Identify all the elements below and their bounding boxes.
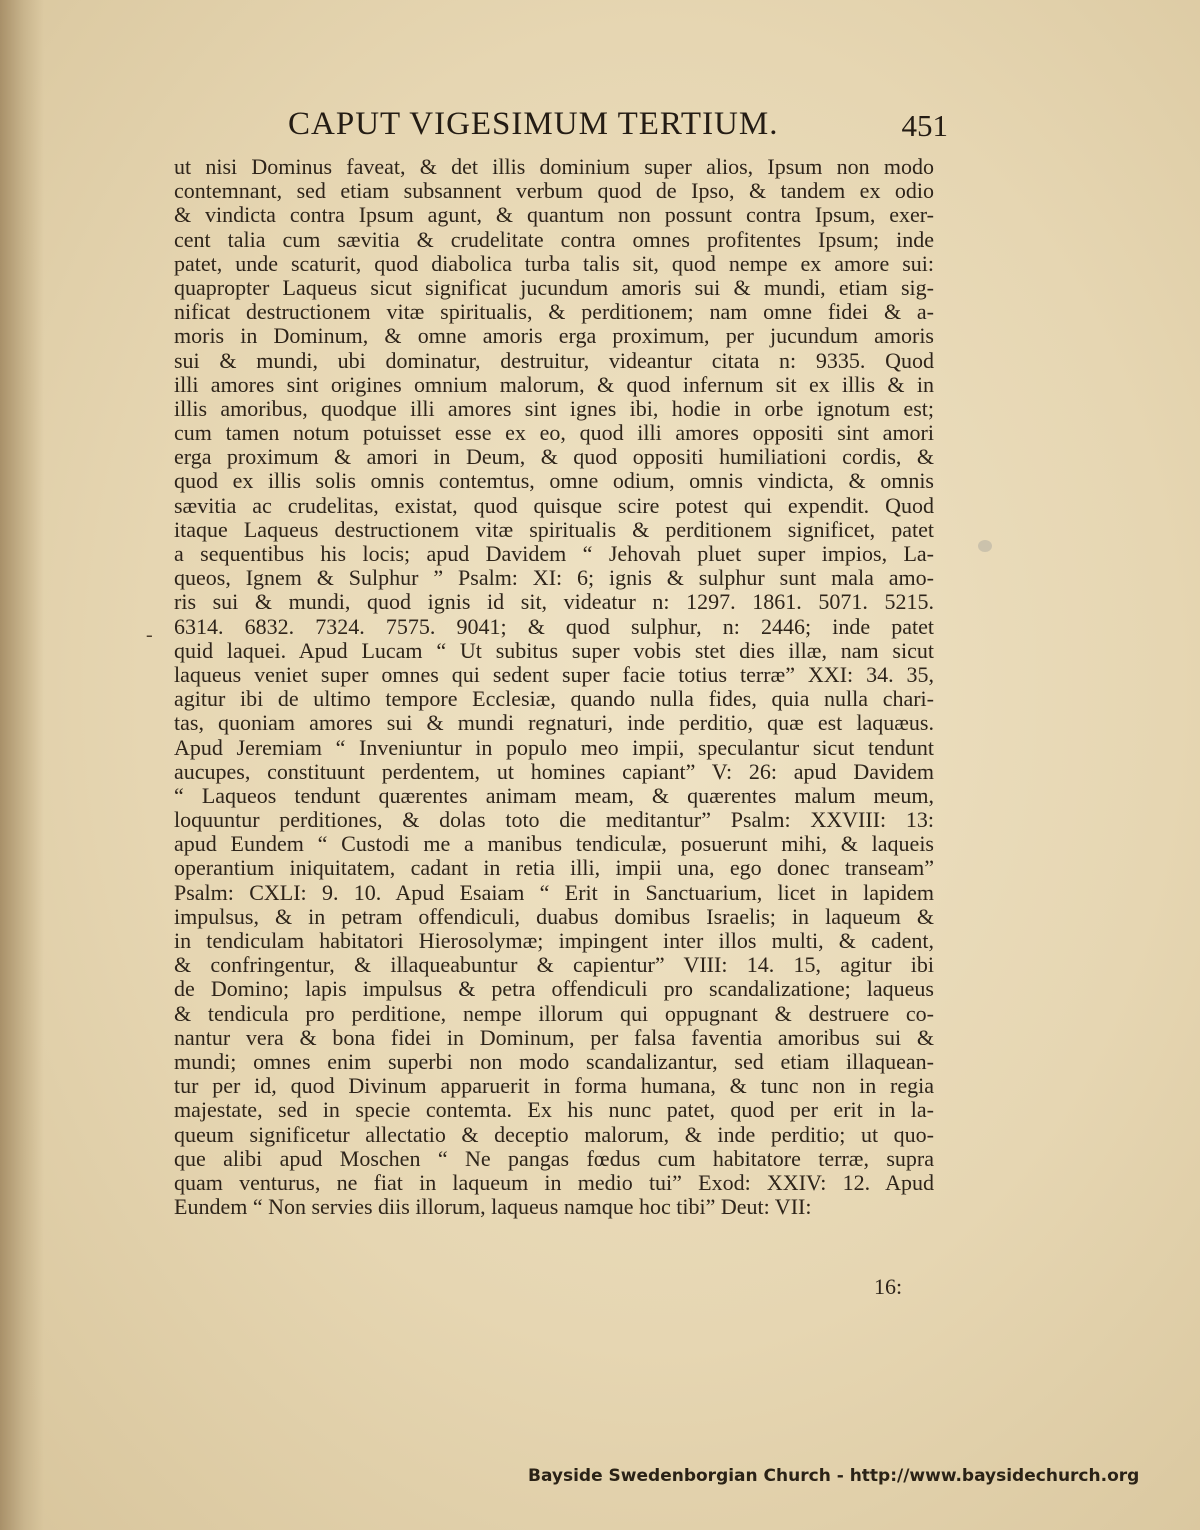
text-line: 6314. 6832. 7324. 7575. 9041; & quod sulphur, n: 2446; inde patet <box>174 613 934 639</box>
text-line: que alibi apud Moschen “ Ne pangas fœdus cum habitatore terræ, supra <box>174 1145 934 1171</box>
text-line: “ Laqueos tendunt quærentes animam meam, & quærentes malum meum, <box>174 782 934 808</box>
text-line: queum significetur allectatio & deceptio malorum, & inde perditio; ut quo- <box>174 1121 934 1147</box>
footer-credit: Bayside Swedenborgian Church - http://www.baysidechurch.org <box>528 1466 1140 1486</box>
text-line: operantium iniquitatem, cadant in retia illi, impii una, ego donec transeam” <box>174 855 934 881</box>
text-line: mundi; omnes enim superbi non modo scandalizantur, sed etiam illaquean- <box>174 1048 934 1074</box>
text-line: nificat destructionem vitæ spiritualis, & perditionem; nam omne fidei & a- <box>174 299 934 325</box>
text-line: majestate, sed in specie contemta. Ex his nunc patet, quod per erit in la- <box>174 1097 934 1123</box>
text-line: a sequentibus his locis; apud Davidem “ Jehovah pluet super impios, La- <box>174 541 934 566</box>
text-line: & confringentur, & illaqueabuntur & capientur” VIII: 14. 15, agitur ibi <box>174 952 934 978</box>
text-line: quam venturus, ne fiat in laqueum in medio tui” Exod: XXIV: 12. Apud <box>174 1169 934 1195</box>
text-line: nantur vera & bona fidei in Dominum, per falsa faventia amoribus sui & <box>174 1024 934 1050</box>
text-line: moris in Dominum, & omne amoris erga proximum, per jucundum amoris <box>174 323 934 349</box>
text-line: impulsus, & in petram offendiculi, duabus domibus Israelis; in laqueum & <box>174 903 934 929</box>
catchword: 16: <box>874 1274 903 1299</box>
text-line: quid laquei. Apud Lucam “ Ut subitus super vobis stet dies illæ, nam sicut <box>174 637 934 663</box>
text-line: quod ex illis solis omnis contemtus, omne odium, omnis vindicta, & omnis <box>174 468 934 494</box>
text-line: loquuntur perditiones, & dolas toto die meditantur” Psalm: XXVIII: 13: <box>174 807 934 833</box>
running-title: CAPUT VIGESIMUM TERTIUM. <box>288 106 779 142</box>
text-line: cent talia cum sævitia & crudelitate contra omnes profitentes Ipsum; inde <box>174 226 934 252</box>
body-text <box>174 155 934 1219</box>
text-line: quapropter Laqueus sicut significat jucundum amoris sui & mundi, etiam sig- <box>174 274 934 300</box>
text-line: illi amores sint origines omnium malorum, & quod infernum sit ex illis & in <box>174 371 934 397</box>
text-line: patet, unde scaturit, quod diabolica turba talis sit, quod nempe ex amore sui: <box>174 250 934 276</box>
text-line: ut nisi Dominus faveat, & det illis dominium super alios, Ipsum non modo <box>174 154 934 179</box>
text-line: erga proximum & amori in Deum, & quod oppositi humiliationi cordis, & <box>174 444 934 470</box>
text-line: & vindicta contra Ipsum agunt, & quantum non possunt contra Ipsum, exer- <box>174 202 934 228</box>
text-line: in tendiculam habitatori Hierosolymæ; impingent inter illos multi, & cadent, <box>174 928 934 953</box>
text-line: tas, quoniam amores sui & mundi regnaturi, inde perditio, quæ est laquæus. <box>174 710 934 736</box>
text-line: tur per id, quod Divinum apparuerit in forma humana, & tunc non in regia <box>174 1073 934 1099</box>
page-header <box>288 106 948 150</box>
text-line: Psalm: CXLI: 9. 10. Apud Esaiam “ Erit in Sanctuarium, licet in lapidem <box>174 879 934 905</box>
text-line: agitur ibi de ultimo tempore Ecclesiæ, quando nulla fides, quia nulla chari- <box>174 686 934 712</box>
text-line: Apud Jeremiam “ Inveniuntur in populo meo impii, speculantur sicut tendunt <box>174 734 934 760</box>
text-line: queos, Ignem & Sulphur ” Psalm: XI: 6; ignis & sulphur sunt mala amo- <box>174 565 934 591</box>
text-line: apud Eundem “ Custodi me a manibus tendiculæ, posuerunt mihi, & laqueis <box>174 831 934 857</box>
text-line: & tendicula pro perditione, nempe illorum qui oppugnant & destruere co- <box>174 1000 934 1026</box>
text-line: sui & mundi, ubi dominatur, destruitur, videantur citata n: 9335. Quod <box>174 347 934 373</box>
text-line: illis amoribus, quodque illi amores sint ignes ibi, hodie in orbe ignotum est; <box>174 395 934 421</box>
paper-smudge <box>978 540 992 552</box>
text-line: cum tamen notum potuisset esse ex eo, quod illi amores oppositi sint amori <box>174 420 934 446</box>
text-line: itaque Laqueus destructionem vitæ spiritualis & perditionem significet, patet <box>174 516 934 542</box>
text-line: ris sui & mundi, quod ignis id sit, videatur n: 1297. 1861. 5071. 5215. <box>174 589 934 615</box>
text-line: contemnant, sed etiam subsannent verbum quod de Ipso, & tandem ex odio <box>174 178 934 204</box>
text-line: aucupes, constituunt perdentem, ut homines capiant” V: 26: apud Davidem <box>174 758 934 784</box>
margin-mark: - <box>146 624 153 646</box>
text-line: Eundem “ Non servies diis illorum, laqueus namque hoc tibi” Deut: VII: <box>174 1194 812 1220</box>
page-number: 451 <box>901 108 948 143</box>
text-line: laqueus veniet super omnes qui sedent super facie totius terræ” XXI: 34. 35, <box>174 661 934 687</box>
text-line: de Domino; lapis impulsus & petra offendiculi pro scandalizatione; laqueus <box>174 976 934 1002</box>
page-gutter-shadow <box>0 0 44 1530</box>
text-line: sævitia ac crudelitas, existat, quod quisque scire potest qui expendit. Quod <box>174 492 934 518</box>
